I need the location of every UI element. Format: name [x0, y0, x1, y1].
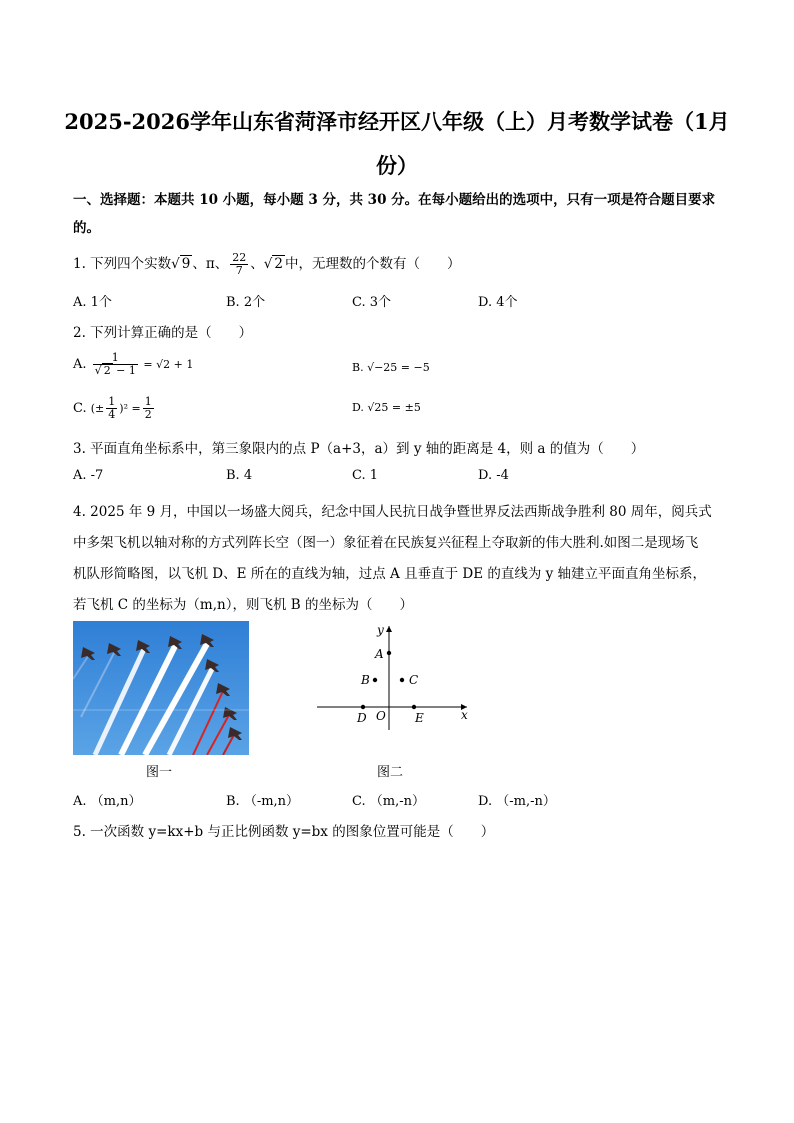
q3-option-d: D. -4 [478, 468, 509, 483]
sqrt-9: √ 9 [171, 256, 191, 272]
coordinate-diagram [315, 622, 475, 732]
point-b-label: B [361, 673, 370, 687]
section-instructions-cont: 的。 [73, 220, 100, 236]
question-4-line-4: 若飞机 C 的坐标为（m,n），则飞机 B 的坐标为（ ） [73, 597, 413, 613]
q1-prefix: 1. 下列四个实数 [73, 256, 172, 272]
q2-option-d: D. √25 = ±5 [352, 401, 421, 414]
point-e-label: E [415, 711, 424, 725]
question-4-line-1: 4. 2025 年 9 月，中国以一场盛大阅兵，纪念中国人民抗日战争暨世界反法西斯战争胜利 80 周年，阅兵式 [73, 504, 712, 520]
q3-option-b: B. 4 [226, 468, 253, 483]
q1-option-b: B. 2个 [226, 295, 266, 310]
point-a-label: A [375, 647, 384, 661]
point-d-label: D [357, 711, 367, 725]
q4-option-b: B. （-m,n） [226, 794, 300, 809]
q3-option-c: C. 1 [352, 468, 379, 483]
q1-suffix: 中，无理数的个数有（ ） [284, 256, 461, 272]
sqrt-2: √ 2 [263, 256, 283, 272]
q4-option-a: A. （m,n） [73, 794, 142, 809]
q1-sep: 、 [250, 256, 264, 272]
origin-label: O [376, 709, 386, 723]
q1-option-c: C. 3个 [352, 295, 392, 310]
q2-option-a: A. $\frac{1}{√ 2 - 1}$ = √2 + 1 [73, 351, 194, 377]
section-instructions: 一、选择题：本题共 10 小题，每小题 3 分，共 30 分。在每小题给出的选项中，只有一项是符合题目要求 [73, 192, 716, 208]
q4-option-c: C. （m,-n） [352, 794, 425, 809]
q1-pi: 、π、 [192, 256, 229, 272]
fraction-c1: $\frac{1}{4}$ [108, 395, 116, 421]
q4-option-d: D. （-m,-n） [478, 794, 556, 809]
question-1 [73, 252, 460, 277]
fraction-22-7: $\frac{22}{7}$ [232, 251, 247, 277]
question-2: 2. 下列计算正确的是（ ） [73, 325, 253, 341]
question-3: 3. 平面直角坐标系中，第三象限内的点 P（a+3，a）到 y 轴的距离是 4，则 a 的值为（ ） [73, 441, 645, 457]
page-title: 2025-2026学年山东省菏泽市经开区八年级（上）月考数学试卷（1月份） [64, 109, 730, 178]
q2-option-c: C. (± $\frac{1}{4}$ )² = $\frac{1}{2}$ [73, 395, 152, 421]
question-5: 5. 一次函数 y=kx+b 与正比例函数 y=bx 的图象位置可能是（ ） [73, 824, 495, 840]
q1-option-a: A. 1个 [73, 295, 112, 310]
fraction-a: $\frac{1}{√ 2 - 1}$ [94, 351, 136, 377]
q3-option-a: A. -7 [73, 468, 104, 483]
x-axis-label: x [461, 708, 468, 722]
q1-option-d: D. 4个 [478, 295, 518, 310]
y-axis-label: y [377, 623, 384, 637]
figure-1-caption: 图一 [146, 765, 173, 780]
point-c-label: C [409, 673, 419, 687]
question-4-line-2: 中多架飞机以轴对称的方式列阵长空（图一）象征着在民族复兴征程上夺取新的伟大胜利.如图二是现场飞 [73, 535, 699, 551]
question-4-line-3: 机队形简略图，以飞机 D、E 所在的直线为轴，过点 A 且垂直于 DE 的直线为 y 轴建立平面直角坐标系， [73, 566, 707, 582]
q2-option-b: B. √−25 = −5 [352, 361, 430, 374]
fraction-c2: $\frac{1}{2}$ [144, 395, 152, 421]
jets-formation-photo [73, 621, 249, 755]
figure-2-caption: 图二 [377, 765, 404, 780]
